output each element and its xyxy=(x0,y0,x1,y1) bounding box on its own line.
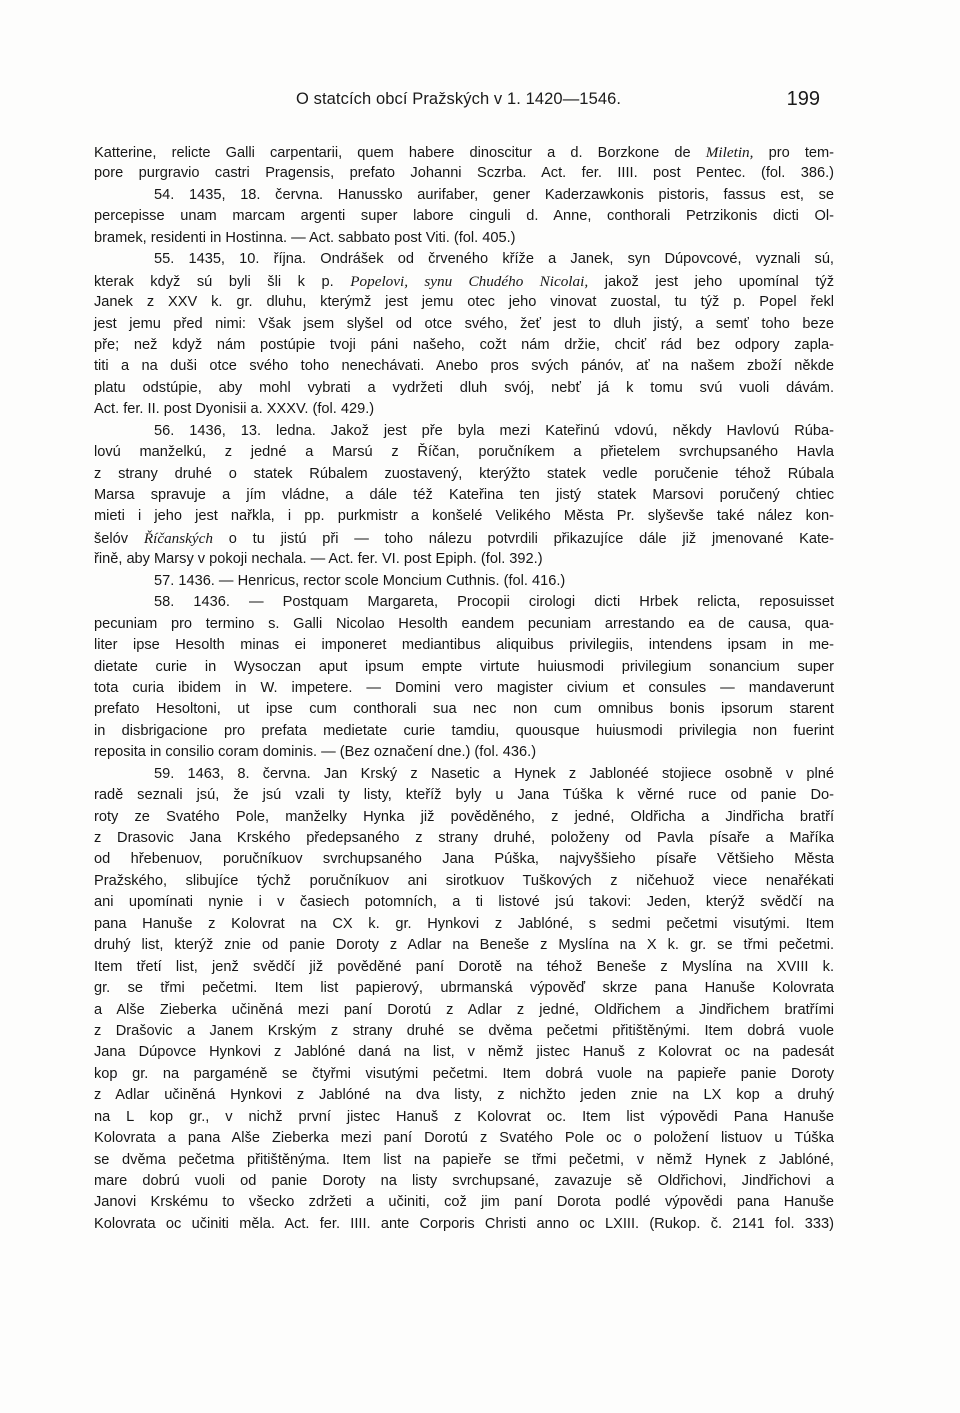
text-line: z Drašovic a Janem Krským z strany druhé se dvěma pečetmi přitištěnými. Item dobrá vuole xyxy=(94,1022,834,1039)
text-line: pana Hanuše z Kolovrat na CX k. gr. Hynkovi z Jablóné, s sedmi pečetmi visutými. Item xyxy=(94,915,834,932)
text-line: Kolovrata a pana Alše Zieberka mezi paní Dorotú z Svatého Pole oc o položení listuov u Túška xyxy=(94,1130,834,1147)
text-line: mieti i jeho jest nařkla, i pp. purkmistr a konšelé Velikého Města Pr. slyševše také nález kon- xyxy=(94,508,834,525)
text-line: jest jemu před nimi: Však jsem slyšel od otce svého, žeť jest to dluh jistý, a semť toho beze xyxy=(94,315,834,332)
text-line: ani upomínati nynie i v časiech potomních, a ti listové jsú takovi: Jeden, kterýž svědčí na xyxy=(94,894,834,911)
entry-58: 58. 1436. — Postquam Margareta, Procopii cirologi dicti Hrbek relicta, reposuisset xyxy=(154,594,834,611)
text-line: šelóv Říčanských o tu jistú při — toho nálezu potvrdili přikazujíce dále již jmenované Kate- xyxy=(94,529,834,547)
text-line: Janek z XXV k. gr. dluhu, kterýmž jest jemu otec jeho vinovat zuostal, tu týž p. Popel řekl xyxy=(94,294,834,311)
text-line: kop gr. na pargaméně se čtyřmi visutými pečetmi. Item dobrá vuole na papieře panie Doroty xyxy=(94,1065,834,1082)
text-line: dietate curie in Wysoczan aput ipsum empte virtute huiusmodi privilegium sonancium super xyxy=(94,658,834,675)
text-line: roty ze Svatého Pole, manželky Hynka již pověděného, z jedné, Oldřicha a Jindřicha bratří xyxy=(94,808,834,825)
text-line: se dvěma pečetma přitištěnýma. Item list na papieře se třmi pečetmi, v němž Hynek z Jablóné, xyxy=(94,1151,834,1168)
text-line: Item třetí list, jenž svědčí již pověděné paní Dorotě na téhož Beneše z Myslína na XVIII k. xyxy=(94,958,834,975)
text-line: percepisse unam marcam argenti super labore cinguli d. Anne, conthorali Petrzikonis dicti Ol- xyxy=(94,208,834,225)
text-line: liter ipse Hesolth minas ei imponeret mediantibus aliquibus privilegiis, intendens ipsam in me- xyxy=(94,637,834,654)
text-line: reposita in consilio coram dominis. — (Bez označení dne.) (fol. 436.) xyxy=(94,744,537,761)
text-line: gr. se třmi pečetmi. Item list papierový, ubrmanská výpověď skrze pana Hanuše Kolovrata xyxy=(94,980,834,997)
text-line: Katterine, relicte Galli carpentarii, quem habere dinoscitur a d. Borzkone de Miletin, pro tem- xyxy=(94,144,835,161)
text-line: titi a na duši otce svého toho nenechávati. Anebo pros svých pánóv, ať na našem zboží někde xyxy=(94,358,834,375)
text-line: z Drasovic Jana Krského předepsaného z strany druhé, položeny od Pavla písaře a Maříka xyxy=(94,830,834,846)
text-line: z Adlar učiněná Hynkovi z Jablóné na dva listy, z nichžto jeden znie na LX kop a druhý xyxy=(94,1087,834,1104)
text-line: mare dobrú vuoli od panie Doroty na listy svrchupsané, zavazuje sě Oldřichovi, Jindřichovi a xyxy=(94,1173,834,1189)
text-line: tota curia ibidem in W. impetere. — Domini vero magister civium et consules — mandaverunt xyxy=(94,679,834,696)
text-line: na L kop gr., v nichž první jistec Hanuš z Kolovrat oc. Item list výpovědi Pana Hanuše xyxy=(94,1108,834,1125)
text-line: Janovi Krskému to všecko zdržeti a učiniti, což jim paní Dorota podlé výpovědi pana Hanuše xyxy=(94,1194,834,1211)
text-line: od hřebenuov, poručníkuov svrchupsaného Jana Púška, najvyššieho písaře Většieho Města xyxy=(94,851,834,868)
entry-55: 55. 1435, 10. října. Ondrášek od črveného kříže a Janek, syn Dúpovcové, vyznali sú, xyxy=(154,251,834,268)
text-line: bramek, residenti in Hostinna. — Act. sabbato post Viti. (fol. 405.) xyxy=(94,229,516,246)
text-line: pecuniam pro termino s. Galli Nicolao Hesolth eandem pecuniam arrestando ea de causa, qua- xyxy=(94,615,834,632)
text-line: pore purgravio castri Pragensis, prefato Johanni Sczrba. Act. fer. IIII. post Pentec. (fol. 386.) xyxy=(94,165,834,182)
text-line: Pražského, slibujíce týchž poručníkuov ani sirotkuov Tuškových z ničehuož viece nenařékati xyxy=(94,872,834,889)
page-header xyxy=(96,88,820,118)
text-line: Marsa spravuje a jím vládne, a dále též Kateřina ten jistý statek Marsovi poručený chtiec xyxy=(94,487,834,503)
text-line: lovú manželkú, z jedné a Marsú z Říčan, poručníkem a přietelem svrchupsaného Havla xyxy=(94,444,834,461)
text-line: Act. fer. II. post Dyonisii a. XXXV. (fol. 429.) xyxy=(94,401,375,418)
entry-56: 56. 1436, 13. ledna. Jakož jest pře byla mezi Kateřinú vdovú, někdy Havlovú Rúba- xyxy=(154,422,834,439)
text-line: z strany druhé o statek Rúbalem zuostavený, kterýžto statek vedle poručenie téhož Rúbala xyxy=(94,465,834,482)
text-line: druhý list, kterýž znie od panie Doroty z Adlar na Beneše z Myslína na X k. gr. se třmi pečetmi. xyxy=(94,937,834,954)
running-title: O statcích obcí Pražských v 1. 1420—1546. xyxy=(296,90,622,108)
entry-57: 57. 1436. — Henricus, rector scole Moncium Cuthnis. (fol. 416.) xyxy=(154,572,566,589)
text-line: pře; než když nám postúpie tvoji páni našeho, cožt nám držie, chciť rád bez odpory zapla- xyxy=(94,336,834,353)
text-line: a Alše Zieberka učiněná mezi paní Dorotú z Adlar z jedné, Oldřichem a Jindřichem bratřími xyxy=(94,1001,834,1018)
text-line: kterak když sú byli šli k p. Popelovi, synu Chudého Nicolai, jakož jest jeho upomínal týž xyxy=(94,272,835,290)
entry-54: 54. 1435, 18. června. Hanussko aurifaber, gener Kaderzawkonis pistoris, fassus est, se xyxy=(154,186,834,203)
page-number: 199 xyxy=(786,88,820,110)
text-line: platu odstúpie, aby mohl vybrati a vydržeti dluh svój, nebť já k tomu svú vuoli dávám. xyxy=(94,379,834,396)
text-line: prefato Hesoltoni, ut ipse cum conthorali sua nec non cum omnibus bonis ipsorum starent xyxy=(94,701,834,718)
text-line: radě seznali jsú, že jsú vzali ty listy, kteříž byly u Jana Túška k věrné ruce od panie Do- xyxy=(94,787,834,804)
text-line: in disbrigacione pro prefata medietate curie tamdiu, quousque huiusmodi privilegia non fuerint xyxy=(94,722,834,739)
text-line: řině, aby Marsy v pokoji nechala. — Act. fer. VI. post Epiph. (fol. 392.) xyxy=(94,551,543,568)
text-line: Jana Dúpovce Hynkovi z Jablóné daná na list, v němž jistec Hanuš z Kolovrat oc na padesát xyxy=(94,1044,834,1061)
entry-59: 59. 1463, 8. června. Jan Krský z Nasetic a Hynek z Jablonéé stojiece osobně v plné xyxy=(154,765,834,782)
text-body xyxy=(94,142,834,1235)
text-line: Kolovrata oc učiniti měla. Act. fer. IIII. ante Corporis Christi anno oc LXIII. (Rukop. č. 2141 fol. 333) xyxy=(94,1215,834,1232)
